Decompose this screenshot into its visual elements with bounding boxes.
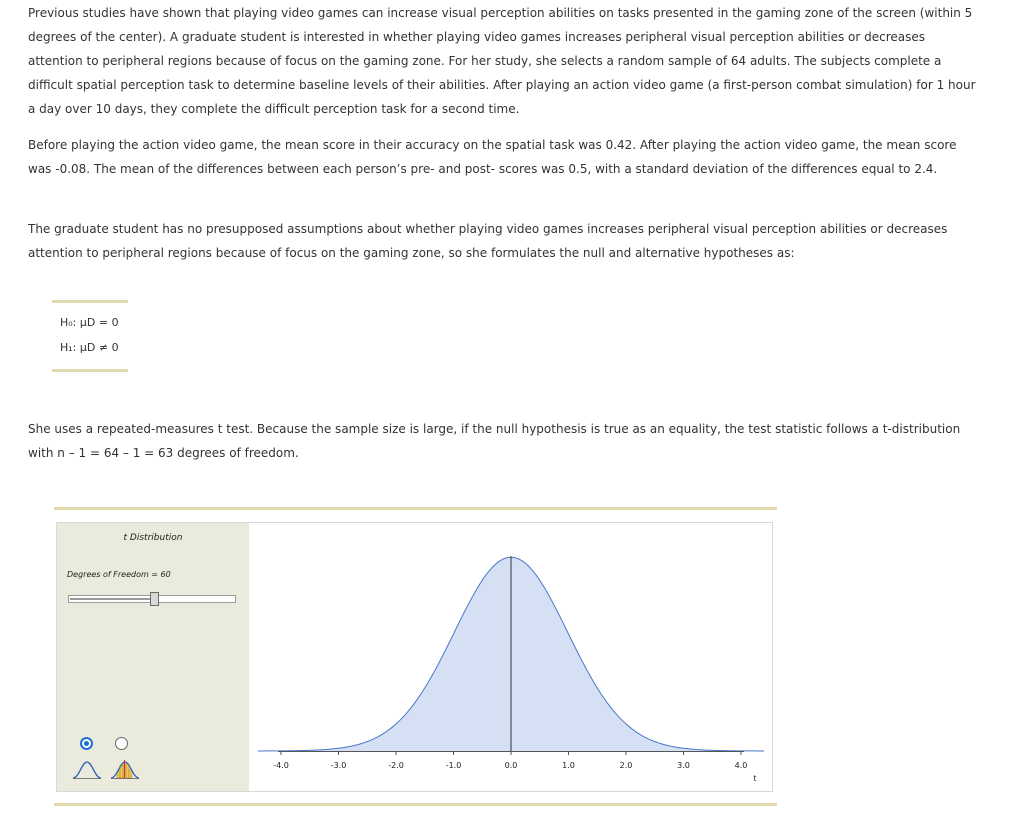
distribution-curve-icon[interactable] [71, 759, 103, 781]
widget-title: t Distribution [123, 533, 183, 543]
t-distribution-widget [56, 522, 773, 792]
test-paragraph: She uses a repeated-measures t test. Because the sample size is large, if the null hypothesis is true as an equality, the test statistic follows a t-distribution with n – 1 = 64 – 1 = 63 degrees of freedom. [28, 422, 961, 460]
x-tick-label: 0.0 [504, 761, 518, 770]
sampling-view-radio[interactable] [115, 737, 128, 750]
x-tick-label: -2.0 [388, 761, 404, 770]
t-distribution-plot [250, 523, 772, 791]
x-tick-label: -3.0 [330, 761, 347, 770]
degrees-of-freedom-label: Degrees of Freedom = 60 [67, 570, 171, 579]
sampling-histogram-icon[interactable] [109, 759, 141, 781]
x-tick-label: 3.0 [677, 761, 690, 770]
x-tick-label: 1.0 [562, 761, 575, 770]
hypothesis-intro-paragraph: The graduate student has no presupposed assumptions about whether playing video games increases peripheral visual perception abilities or decreases attention to peripheral regions because of focus on the gaming zone, so she formulates the null and alternative hypotheses as: [28, 222, 948, 260]
alternative-hypothesis: H₁: μD ≠ 0 [60, 341, 119, 354]
distribution-view-radio[interactable] [80, 737, 93, 750]
results-paragraph: Before playing the action video game, the mean score in their accuracy on the spatial task was 0.42. After playing the action video game, the mean score was -0.08. The mean of the differences between each person’s pre- and post- scores was 0.5, with a standard deviation of the differences equal to 2.4. [28, 138, 957, 176]
divider-top [54, 507, 777, 510]
x-tick-label: 2.0 [619, 761, 633, 770]
slider-thumb[interactable] [150, 592, 159, 606]
null-hypothesis: H₀: μD = 0 [60, 316, 119, 329]
x-axis-label: t [753, 774, 757, 783]
control-panel [57, 523, 249, 791]
x-tick-label: -4.0 [273, 761, 289, 770]
x-tick-label: 4.0 [734, 761, 748, 770]
slider-fill [70, 598, 151, 600]
x-axis-ticks [273, 751, 747, 770]
hypotheses-box [52, 300, 128, 372]
divider-bottom [54, 803, 777, 806]
intro-paragraph: Previous studies have shown that playing video games can increase visual perception abilities on tasks presented in the gaming zone of the screen (within 5 degrees of the center). A graduate student is interested in whether playing video games increases peripheral visual perception abilities or decreases attention to peripheral regions because of focus on the gaming zone. For her study, she selects a random sample of 64 adults. The subjects complete a difficult spatial perception task to determine baseline levels of their abilities. After playing an action video game (a first-person combat simulation) for 1 hour a day over 10 days, they complete the difficult perception task for a second time. [28, 6, 976, 116]
x-tick-label: -1.0 [445, 761, 462, 770]
